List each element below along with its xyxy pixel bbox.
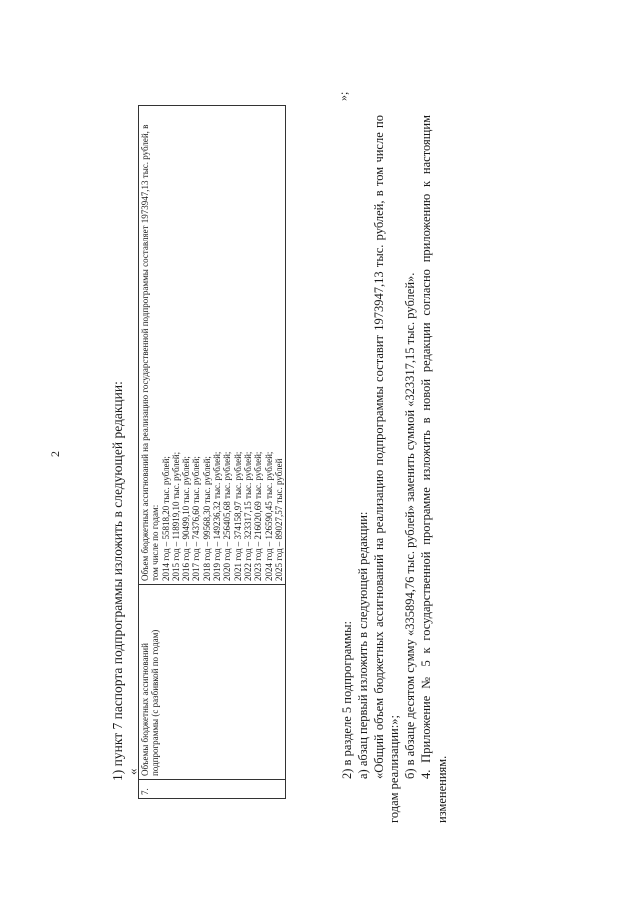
year-line: 2019 год – 149236,32 тыс. рублей; (212, 451, 223, 581)
paragraph-quote (372, 115, 404, 823)
passport-table (138, 105, 286, 799)
year-line: 2023 год – 216020,69 тыс. рублей; (253, 451, 264, 581)
paragraph-item-a: а) абзац первый изложить в следующей редакции: (355, 511, 370, 779)
paragraph-quote-text: «Общий объем бюджетных ассигнований на реализацию подпрограммы составит 1973947,13 тыс. рублей, в том числе по годам реализации:»; (371, 115, 402, 823)
section-heading: 1) пункт 7 паспорта подпрограммы изложить в следующей редакции: (110, 381, 125, 781)
paragraph-item-b: б) в абзаце десятом сумму «335894,76 тыс. рублей» заменить суммой «323317,15 тыс. рублей». (403, 272, 418, 779)
closing-quote: »; (336, 91, 350, 101)
year-line: 2015 год – 118919,10 тыс. рублей; (170, 451, 181, 581)
paragraph-item-4-text: 4. Приложение № 5 к государственной программе изложить в новой редакции согласно приложению к настоящим изменениям. (418, 115, 449, 823)
body-text (340, 115, 451, 823)
year-line: 2016 год – 90499,10 тыс. рублей; (181, 456, 192, 581)
opening-quote: « (125, 768, 140, 775)
row-number: 7. (139, 780, 286, 799)
year-line: 2024 год – 126590,45 тыс. рублей; (263, 451, 274, 581)
row-label: Объемы бюджетных ассигнований подпрограммы (с разбивкой по годам) (139, 585, 286, 780)
page-number: 2 (48, 451, 62, 457)
row-content (139, 106, 286, 585)
paragraph-section5: 2) в разделе 5 подпрограммы: (340, 620, 354, 779)
paragraph-item-4 (419, 115, 451, 823)
funding-intro: Объем бюджетных ассигнований на реализацию государственной подпрограммы составляет 1973947,13 тыс. рублей, в том числе по годам: (140, 124, 161, 581)
year-line: 2017 год – 74376,60 тыс. рублей; (191, 456, 202, 581)
year-line: 2020 год – 256405,68 тыс. рублей; (222, 451, 233, 581)
year-line: 2014 год – 55818,20 тыс. рублей; (160, 456, 171, 581)
year-line: 2025 год – 89027,57 тыс. рублей (273, 458, 284, 581)
year-line: 2022 год – 323317,15 тыс. рублей; (242, 451, 253, 581)
year-line: 2021 год – 374158,97 тыс. рублей; (232, 451, 243, 581)
table-row (139, 106, 286, 799)
year-line: 2018 год – 99568,30 тыс. рублей; (201, 456, 212, 581)
